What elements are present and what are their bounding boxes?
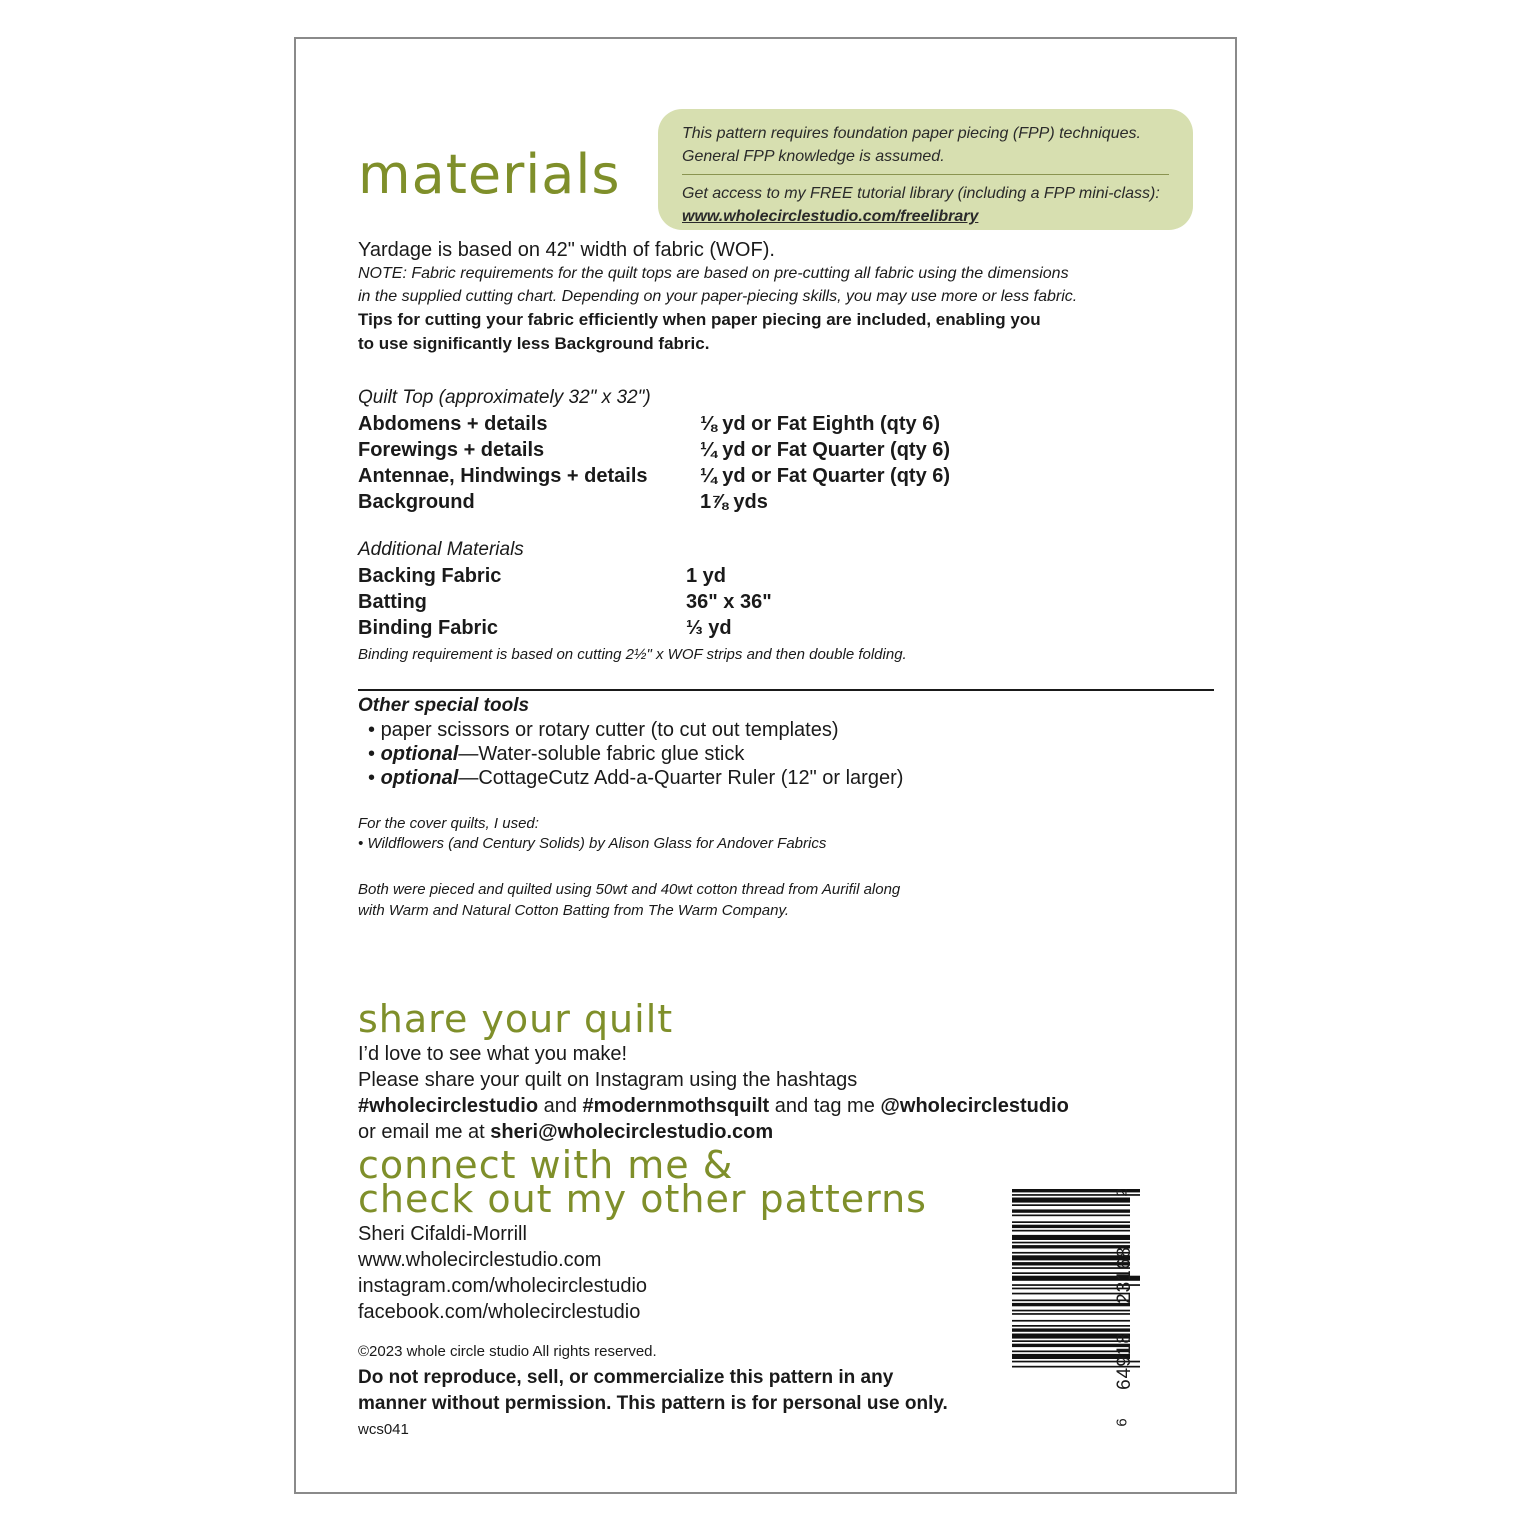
barcode-group-2: 23168 — [1113, 1246, 1135, 1304]
tag-me-text: and tag me — [769, 1095, 881, 1117]
barcode-bar — [1012, 1272, 1130, 1274]
note-divider — [682, 174, 1169, 175]
section-divider — [358, 689, 1214, 691]
barcode-bar — [1012, 1293, 1130, 1295]
barcode-bar — [1012, 1334, 1130, 1339]
optional-label: optional — [380, 743, 459, 765]
barcode-group-1: 64918 — [1113, 1332, 1135, 1390]
barcode-bar — [1012, 1325, 1130, 1327]
barcode-bar — [1012, 1209, 1130, 1212]
barcode-bar — [1012, 1245, 1130, 1248]
barcode-bar — [1012, 1252, 1130, 1254]
free-library-link[interactable]: www.wholecirclestudio.com/freelibrary — [682, 208, 979, 225]
pattern-back-page — [294, 37, 1237, 1494]
fabric-note-line-1: NOTE: Fabric requirements for the quilt tops are based on pre-cutting all fabric using the dimensions — [358, 265, 1069, 282]
cover-line-2: • Wildflowers (and Century Solids) by Alison Glass for Andover Fabrics — [358, 835, 827, 852]
connect-heading-2: check out my other patterns — [358, 1177, 927, 1221]
barcode-bar — [1012, 1303, 1130, 1306]
optional-label: optional — [380, 767, 459, 789]
barcode-bars — [1012, 1187, 1142, 1437]
warning-line-2: manner without permission. This pattern is for personal use only. — [358, 1393, 948, 1414]
additional-label: Batting — [358, 591, 427, 613]
material-label: Antennae, Hindwings + details — [358, 465, 648, 487]
yardage-text: Yardage is based on 42" width of fabric (WOF). — [358, 239, 775, 261]
barcode-bar — [1012, 1328, 1130, 1331]
barcode-bar — [1012, 1300, 1130, 1302]
barcode-last-digit: 2 — [1113, 1188, 1131, 1197]
author-name: Sheri Cifaldi-Morrill — [358, 1223, 527, 1245]
material-value: ⅛ yd or Fat Eighth (qty 6) — [700, 413, 941, 435]
barcode-bar — [1012, 1288, 1130, 1290]
upc-barcode — [1012, 1187, 1142, 1437]
tool-item-text: —CottageCutz Add-a-Quarter Ruler (12" or larger) — [458, 767, 904, 789]
material-label: Abdomens + details — [358, 413, 548, 435]
instagram-handle[interactable]: @wholecirclestudio — [880, 1095, 1069, 1117]
barcode-bar — [1012, 1310, 1130, 1312]
barcode-bar — [1012, 1255, 1130, 1260]
copyright: ©2023 whole circle studio All rights reserved. — [358, 1343, 657, 1360]
additional-value: ⅓ yd — [686, 617, 732, 639]
additional-label: Binding Fabric — [358, 617, 498, 639]
barcode-bar — [1012, 1230, 1130, 1232]
share-hashtags — [358, 1095, 1069, 1118]
tool-item: • paper scissors or rotary cutter (to cut out templates) — [368, 719, 839, 741]
additional-row — [358, 591, 772, 614]
tips-line-1: Tips for cutting your fabric efficiently when paper piecing are included, enabling you — [358, 310, 1041, 329]
barcode-bar — [1012, 1242, 1130, 1244]
barcode-bar — [1012, 1340, 1130, 1342]
cover-line-3: Both were pieced and quilted using 50wt and 40wt cotton thread from Aurifil along — [358, 881, 901, 898]
pattern-code: wcs041 — [358, 1421, 409, 1438]
tool-item-text: paper scissors or rotary cutter (to cut out templates) — [380, 719, 839, 741]
material-label: Background — [358, 491, 475, 513]
note-line-2: General FPP knowledge is assumed. — [682, 148, 945, 165]
email-prefix: or email me at — [358, 1121, 491, 1143]
materials-heading: materials — [358, 143, 621, 206]
material-value: ¼ yd or Fat Quarter (qty 6) — [700, 439, 951, 461]
hashtag-moths[interactable]: #modernmothsquilt — [582, 1095, 770, 1117]
cover-line-1: For the cover quilts, I used: — [358, 815, 539, 832]
share-line-2: Please share your quilt on Instagram using the hashtags — [358, 1069, 858, 1091]
tools-heading: Other special tools — [358, 695, 530, 716]
additional-label: Backing Fabric — [358, 565, 502, 587]
website-link[interactable]: www.wholecirclestudio.com — [358, 1249, 602, 1271]
barcode-bar — [1012, 1351, 1130, 1353]
tool-item: • optional—Water-soluble fabric glue stick — [368, 743, 745, 765]
barcode-bar — [1012, 1204, 1130, 1206]
additional-materials-heading: Additional Materials — [358, 539, 524, 560]
barcode-bar — [1012, 1354, 1130, 1359]
share-heading: share your quilt — [358, 997, 674, 1041]
material-row — [358, 413, 941, 436]
quilt-top-heading: Quilt Top (approximately 32" x 32") — [358, 387, 651, 408]
material-value: 1⅞ yds — [700, 491, 768, 513]
material-label: Forewings + details — [358, 439, 545, 461]
barcode-bar — [1012, 1225, 1130, 1228]
note-line-1: This pattern requires foundation paper piecing (FPP) techniques. — [682, 125, 1141, 142]
tool-item: • optional—CottageCutz Add-a-Quarter Ruler (12" or larger) — [368, 767, 904, 789]
additional-row — [358, 565, 727, 588]
barcode-bar — [1012, 1215, 1130, 1217]
barcode-bar — [1012, 1320, 1130, 1322]
material-row — [358, 439, 951, 462]
facebook-link[interactable]: facebook.com/wholecirclestudio — [358, 1301, 641, 1323]
fpp-note-box — [658, 109, 1193, 230]
barcode-first-digit: 6 — [1113, 1418, 1131, 1427]
material-value: ¼ yd or Fat Quarter (qty 6) — [700, 465, 951, 487]
barcode-bar — [1012, 1235, 1130, 1240]
hashtag-studio[interactable]: #wholecirclestudio — [358, 1095, 539, 1117]
warning-line-1: Do not reproduce, sell, or commercialize this pattern in any — [358, 1367, 894, 1388]
binding-note: Binding requirement is based on cutting 2½" x WOF strips and then double folding. — [358, 646, 907, 663]
tool-item-text: —Water-soluble fabric glue stick — [458, 743, 745, 765]
instagram-link[interactable]: instagram.com/wholecirclestudio — [358, 1275, 648, 1297]
cover-line-4: with Warm and Natural Cotton Batting from The Warm Company. — [358, 902, 789, 919]
tips-line-2: to use significantly less Background fabric. — [358, 334, 710, 353]
barcode-bar — [1012, 1267, 1130, 1269]
note-line-3: Get access to my FREE tutorial library (including a FPP mini-class): — [682, 185, 1160, 202]
share-line-1: I’d love to see what you make! — [358, 1043, 628, 1065]
material-row — [358, 491, 768, 514]
connect-heading-1: connect with me & — [358, 1143, 734, 1187]
barcode-bar — [1012, 1221, 1130, 1223]
additional-row — [358, 617, 732, 640]
and-text: and — [538, 1095, 583, 1117]
barcode-bar — [1012, 1198, 1130, 1203]
fabric-note-line-2: in the supplied cutting chart. Depending on your paper-piecing skills, you may use more or less fabric. — [358, 288, 1078, 305]
barcode-bar — [1012, 1262, 1130, 1265]
barcode-bar — [1012, 1313, 1130, 1315]
material-row — [358, 465, 951, 488]
barcode-bar — [1012, 1344, 1130, 1347]
additional-value: 36" x 36" — [686, 591, 772, 613]
email-link[interactable]: sheri@wholecirclestudio.com — [490, 1121, 774, 1143]
additional-value: 1 yd — [686, 565, 727, 587]
share-email — [358, 1121, 773, 1144]
